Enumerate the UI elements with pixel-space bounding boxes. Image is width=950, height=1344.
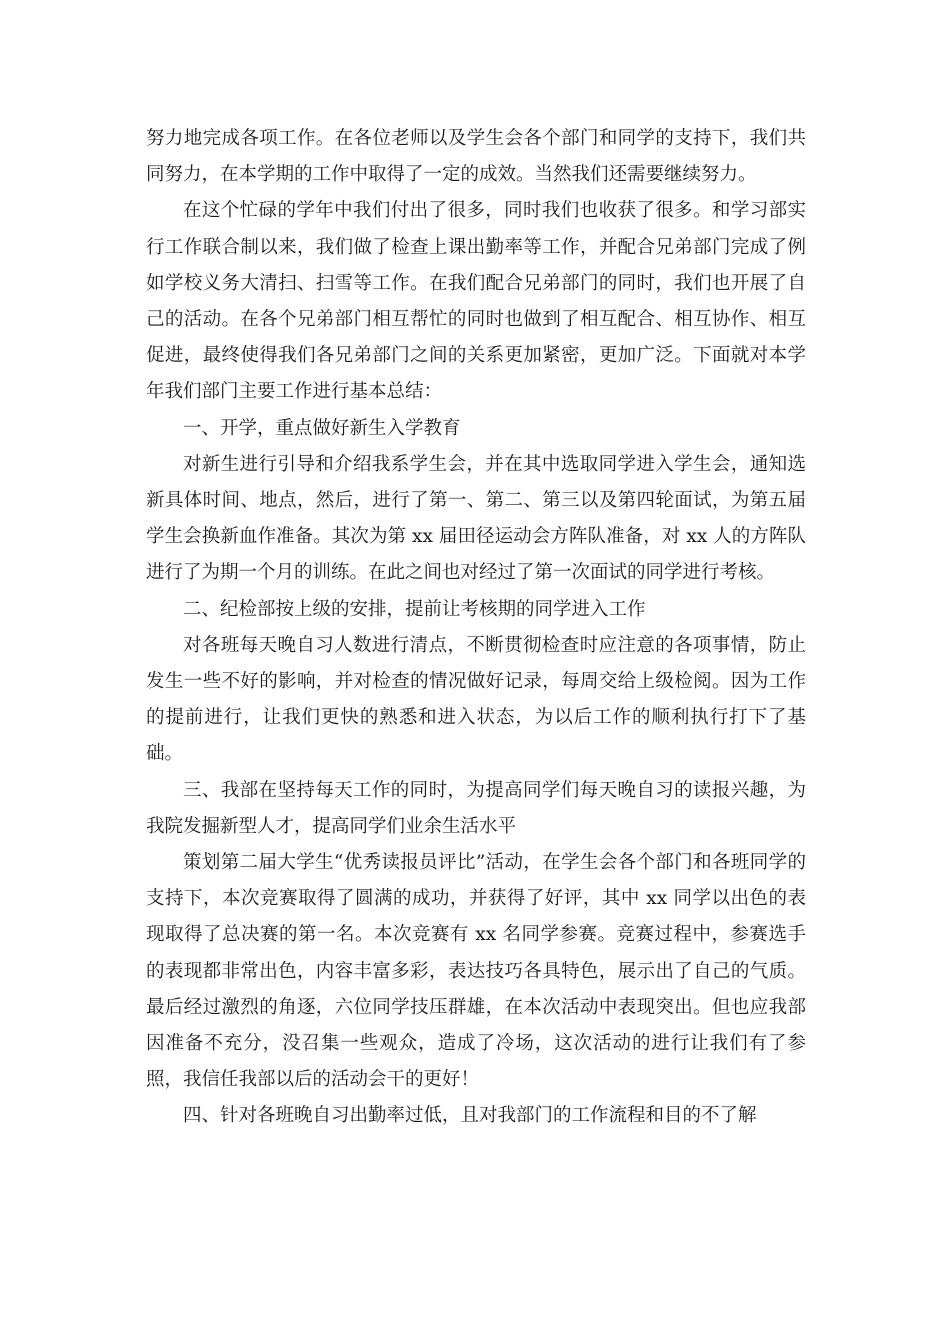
section-heading-3: 三、我部在坚持每天工作的同时，为提高同学们每天晚自习的读报兴趣，为我院发掘新型人才，提高同学们业余生活水平 [146,779,806,837]
paragraph-section-3: 策划第二届大学生“优秀读报员评比”活动，在学生会各个部门和各班同学的支持下，本次竞赛取得了圆满的成功，并获得了好评，其中 xx 同学以出色的表现取得了总决赛的第一名。本次竞赛有 xx 名同学参赛。竞赛过程中，参赛选手的表现都非常出色，内容丰富多彩，表达技巧各具特色，展示出了自己的气质。最后经过激烈的角逐，六位同学技压群雄，在本次活动中表现突出。但也应我部因准备不充分，没召集一些观众，造成了冷场，这次活动的进行让我们有了参照，我信任我部以后的活动会干的更好！ [146,852,806,1091]
section-heading-1: 一、开学，重点做好新生入学教育 [183,417,461,439]
paragraph-intro: 在这个忙碌的学年中我们付出了很多，同时我们也收获了很多。和学习部实行工作联合制以来，我们做了检查上课出勤率等工作，并配合兄弟部门完成了例如学校义务大清扫、扫雪等工作。在我们配合兄弟部门的同时，我们也开展了自己的活动。在各个兄弟部门相互帮忙的同时也做到了相互配合、相互协作、相互促进，最终使得我们各兄弟部门之间的关系更加紧密，更加广泛。下面就对本学年我们部门主要工作进行基本总结： [146,200,806,403]
paragraph-section-1: 对新生进行引导和介绍我系学生会，并在其中选取同学进入学生会，通知选新具体时间、地点，然后，进行了第一、第二、第三以及第四轮面试，为第五届学生会换新血作准备。其次为第 xx 届田径运动会方阵队准备，对 xx 人的方阵队进行了为期一个月的训练。在此之间也对经过了第一次面试的同学进行考核。 [146,453,806,584]
section-heading-4: 四、针对各班晚自习出勤率过低，且对我部门的工作流程和目的不了解 [183,1105,757,1127]
section-heading-2: 二、纪检部按上级的安排，提前让考核期的同学进入工作 [183,598,646,620]
paragraph-continuation: 努力地完成各项工作。在各位老师以及学生会各个部门和同学的支持下，我们共同努力，在本学期的工作中取得了一定的成效。当然我们还需要继续努力。 [146,128,806,186]
paragraph-section-2: 对各班每天晚自习人数进行清点，不断贯彻检查时应注意的各项事情，防止发生一些不好的影响，并对检查的情况做好记录，每周交给上级检阅。因为工作的提前进行，让我们更快的熟悉和进入状态，为以后工作的顺利执行打下了基础。 [146,634,806,765]
document-body [146,121,806,1135]
